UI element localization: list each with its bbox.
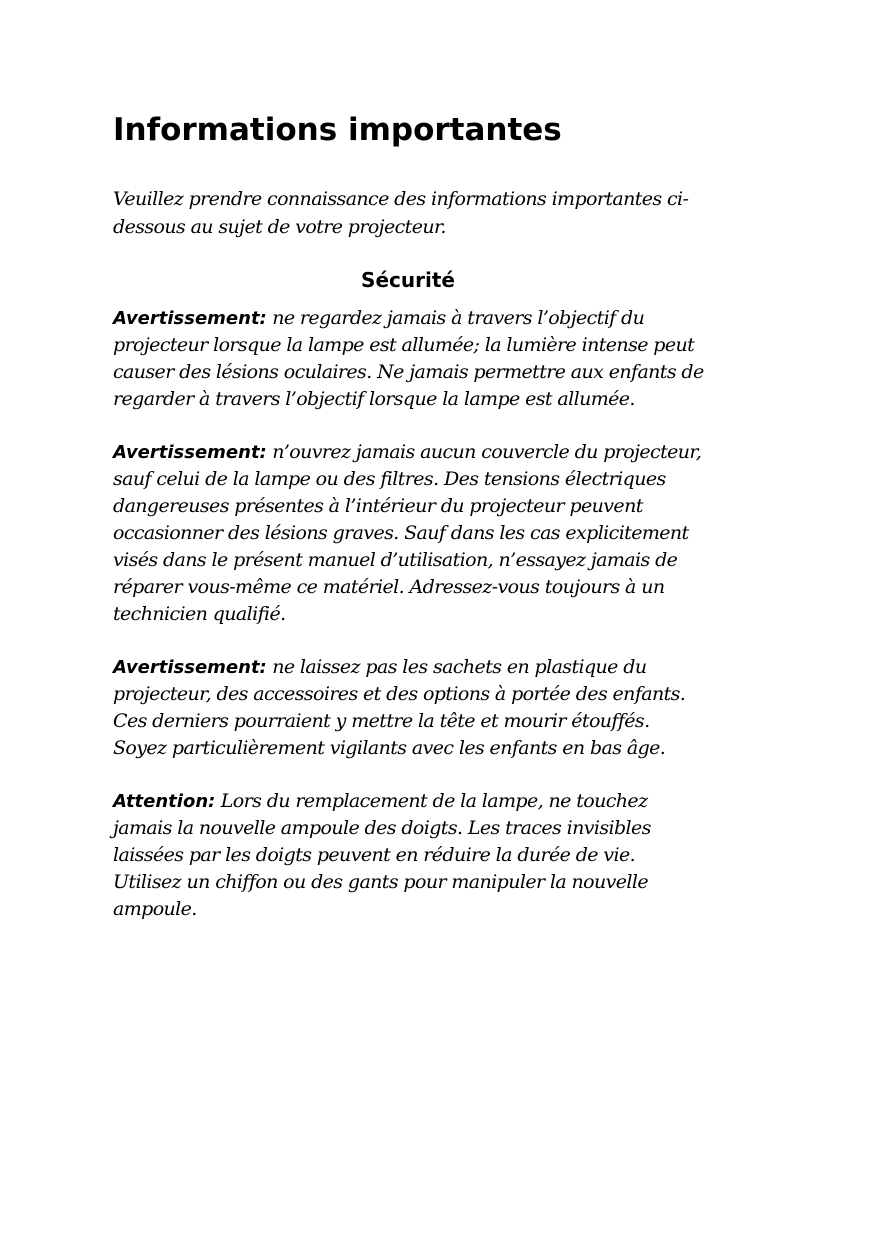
warning-label: Avertissement: [113,308,267,330]
section-title: Sécurité [361,268,455,293]
document-page [113,112,713,923]
warning-text: n’ouvrez jamais aucun couvercle du projecteur, sauf celui de la lampe ou des filtres. Des tensions électriques dangereuses présentes à l’intérieur du projecteur peuvent occasionner des lésions graves. Sauf dans les cas explicitement visés dans le présent manuel d’utilisation, n’essayez jamais de réparer vous-même ce matériel. Adressez-vous toujours à un technicien qualifié. [113,441,702,626]
page-title: Informations importantes [113,112,562,148]
caution-paragraph [113,788,708,923]
caution-label: Attention: [113,791,216,813]
warning-text: ne laissez pas les sachets en plastique du projecteur, des accessoires et des options à portée des enfants. Ces derniers pourraient y mettre la tête et mourir étouffés. Soyez particulièrement vigilants avec les enfants en bas âge. [113,656,686,760]
warning-paragraph-2 [113,439,708,628]
warning-paragraph-1 [113,305,708,413]
intro-paragraph: Veuillez prendre connaissance des informations importantes ci-dessous au sujet de votre projecteur. [113,188,689,239]
warning-text: ne regardez jamais à travers l’objectif du projecteur lorsque la lampe est allumée; la lumière intense peut causer des lésions oculaires. Ne jamais permettre aux enfants de regarder à travers l’objectif lorsque la lampe est allumée. [113,307,704,411]
warning-paragraph-3 [113,654,708,762]
caution-text: Lors du remplacement de la lampe, ne touchez jamais la nouvelle ampoule des doigts. Les traces invisibles laissées par les doigts peuvent en réduire la durée de vie. Utilisez un chiffon ou des gants pour manipuler la nouvelle ampoule. [113,790,651,921]
warning-label: Avertissement: [113,657,267,679]
warning-label: Avertissement: [113,442,267,464]
